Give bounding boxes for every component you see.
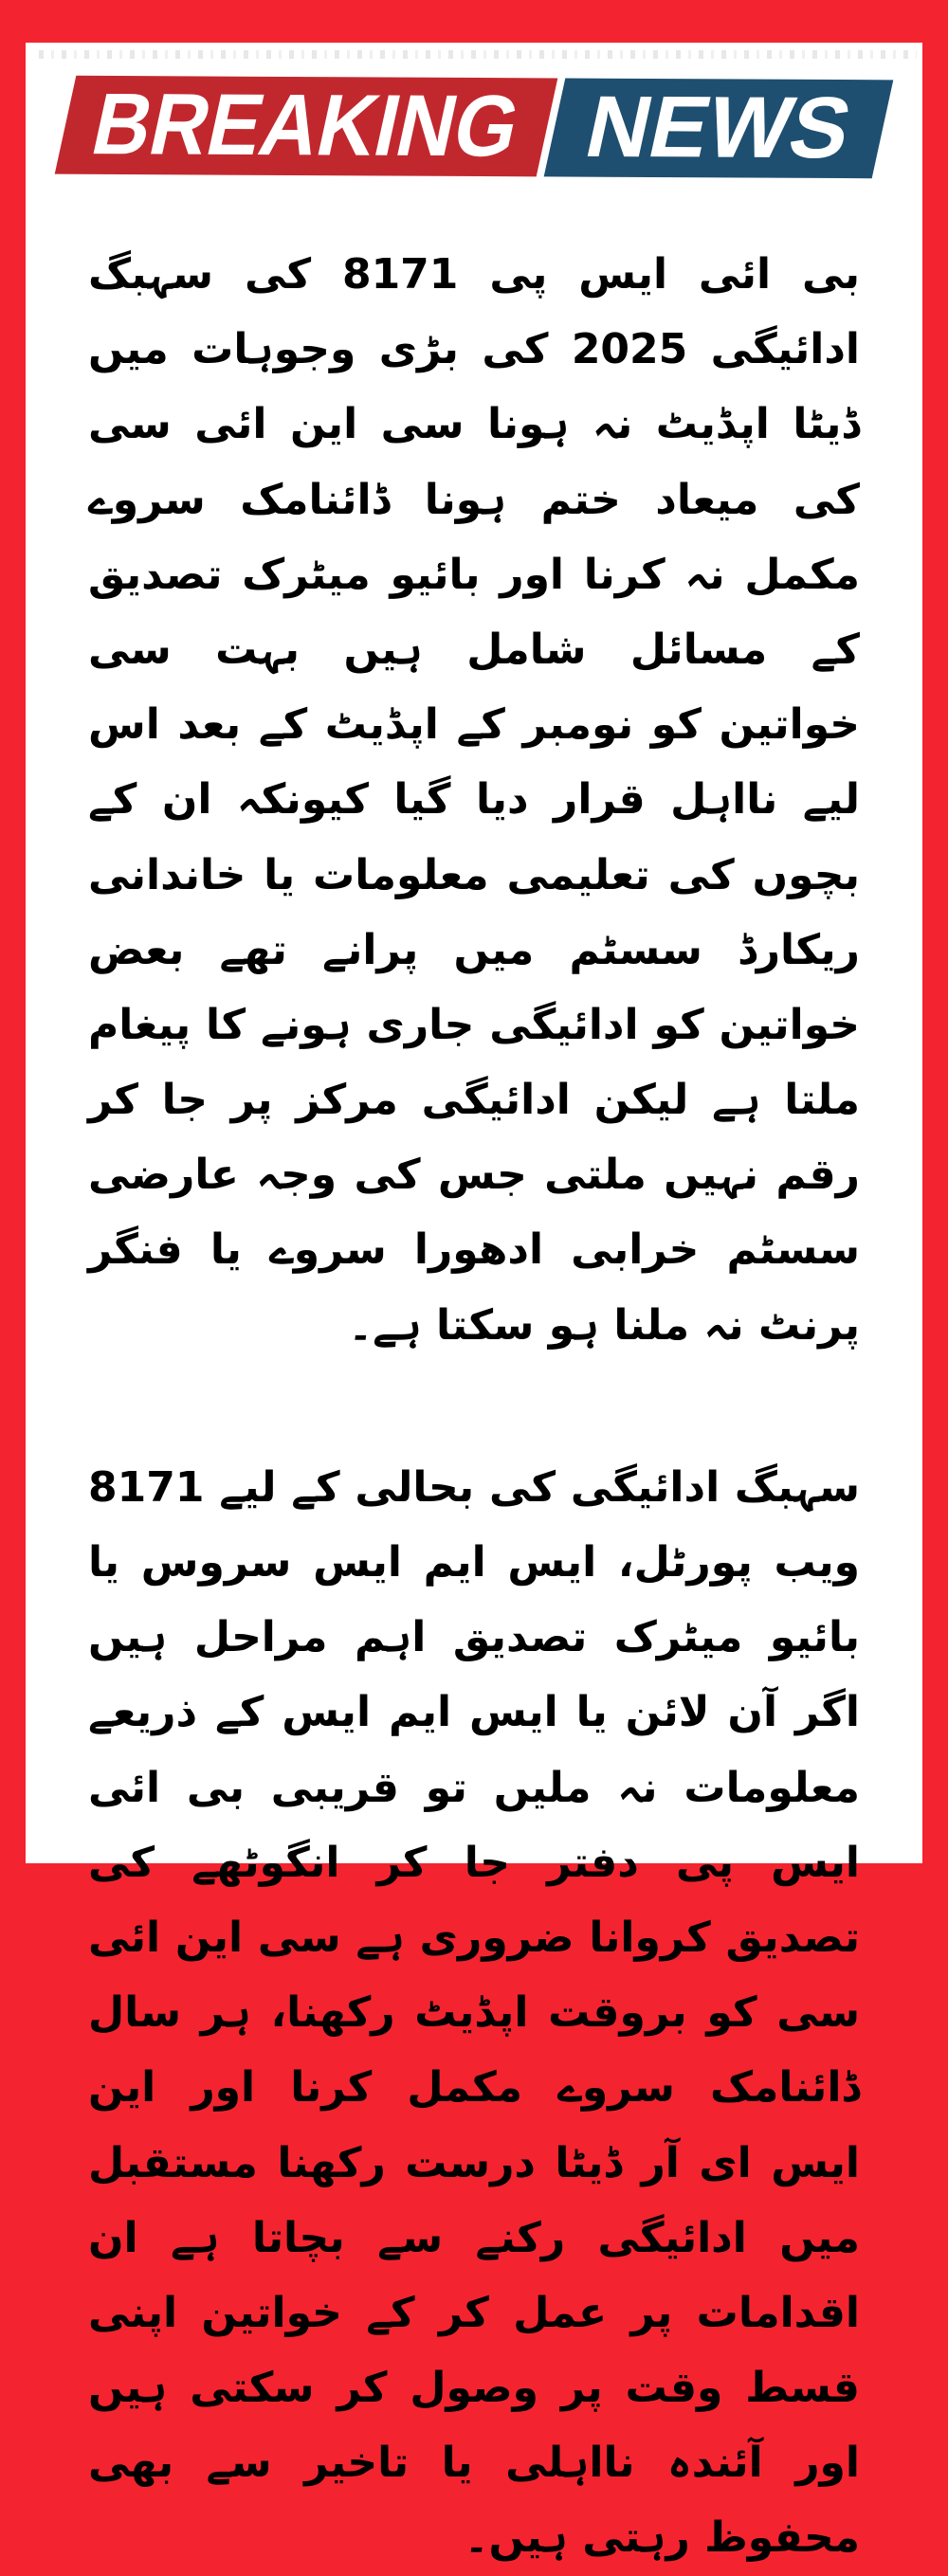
urdu-article [88, 237, 860, 2576]
breaking-segment [55, 76, 558, 177]
faint-speckle-texture [39, 50, 917, 59]
article-paragraph-1: بی ائی ایس پی 8171 کی سہبگ ادائیگی 2025 کی بڑی وجوہات میں ڈیٹا اپڈیٹ نہ ہونا سی این ائی سی کی میعاد ختم ہونا ڈائنامک سروے مکمل نہ کرنا اور بائیو میٹرک تصدیق کے مسائل شامل ہیں بہت سی خواتین کو نومبر کے اپڈیٹ کے بعد اس لیے نااہل قرار دیا گیا کیونکہ ان کے بچوں کی تعلیمی معلومات یا خاندانی ریکارڈ سسٹم میں پرانے تھے بعض خواتین کو ادائیگی جاری ہونے کا پیغام ملتا ہے لیکن ادائیگی مرکز پر جا کر رقم نہیں ملتی جس کی وجہ عارضی سسٹم خرابی ادھورا سروے یا فنگر پرنٹ نہ ملنا ہو سکتا ہے۔ [88, 250, 860, 1350]
article-paragraph-2: سہبگ ادائیگی کی بحالی کے لیے 8171 ویب پورٹل، ایس ایم ایس سروس یا بائیو میٹرک تصدیق اہم مراحل ہیں اگر آن لائن یا ایس ایم ایس کے ذریعے معلومات نہ ملیں تو قریبی بی ائی ایس پی دفتر جا کر انگوٹھے کی تصدیق کروانا ضروری ہے سی این ائی سی کو بروقت اپڈیٹ رکھنا، ہر سال ڈائنامک سروے مکمل کرنا اور این ایس ای آر ڈیٹا درست رکھنا مستقبل میں ادائیگی رکنے سے بچاتا ہے ان اقدامات پر عمل کر کے خواتین اپنی قسط وقت پر وصول کر سکتی ہیں اور آئندہ نااہلی یا تاخیر سے بھی محفوظ رہتی ہیں۔ [88, 1462, 860, 2563]
breaking-label: BREAKING [83, 76, 529, 175]
white-card [26, 43, 922, 2563]
news-label: NEWS [577, 79, 860, 177]
breaking-news-banner [55, 76, 894, 178]
news-segment [544, 79, 894, 179]
